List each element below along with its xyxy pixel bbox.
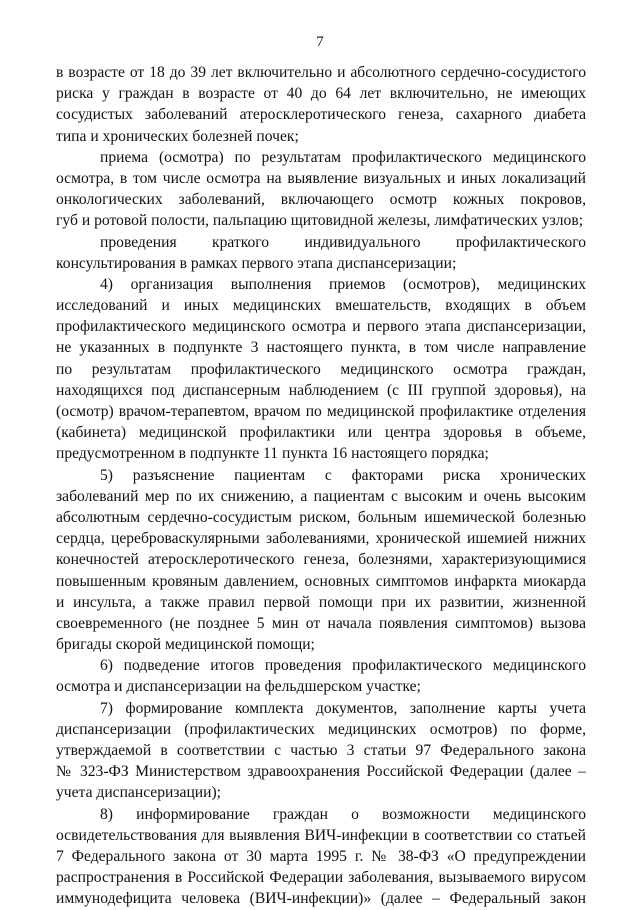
- text-line: исследований и иных медицинских вмешательств, входящих в объем: [56, 297, 586, 315]
- text-line: № 323-ФЗ Министерством здравоохранения Российской Федерации (далее –: [56, 763, 586, 781]
- text-line: предусмотренном в подпункте 11 пункта 16 настоящего порядка;: [56, 445, 489, 463]
- text-line: 7 Федерального закона от 30 марта 1995 г. № 38-ФЗ «О предупреждении: [56, 847, 586, 865]
- text-line: риска у граждан в возрасте от 40 до 64 лет включительно, не имеющих: [56, 85, 586, 103]
- text-line: 8) информирование граждан о возможности медицинского: [100, 805, 586, 823]
- text-line: конечностей атеросклеротического генеза, болезнями, характеризующимися: [56, 551, 586, 569]
- text-line: типа и хронических болезней почек;: [56, 127, 299, 145]
- text-line: по результатам профилактического медицинского осмотра граждан,: [56, 360, 586, 378]
- text-line: учета диспансеризации);: [56, 784, 222, 802]
- text-line: 7) формирование комплекта документов, заполнение карты учета: [100, 699, 586, 717]
- text-line: сердца, цереброваскулярными заболеваниями, хронической ишемией нижних: [56, 530, 586, 548]
- text-line: бригады скорой медицинской помощи;: [56, 636, 315, 654]
- text-line: 6) подведение итогов проведения профилактического медицинского: [100, 657, 586, 675]
- text-line: осмотра и диспансеризации на фельдшерском участке;: [56, 678, 421, 696]
- text-line: (осмотр) врачом-терапевтом, врачом по медицинской профилактике отделения: [56, 403, 586, 420]
- text-line: консультирования в рамках первого этапа диспансеризации;: [56, 254, 457, 272]
- text-line: губ и ротовой полости, пальпацию щитовидной железы, лимфатических узлов;: [56, 212, 584, 230]
- text-line: находящихся под диспансерным наблюдением (с III группой здоровья), на: [56, 381, 586, 399]
- text-line: освидетельствования для выявления ВИЧ-инфекции в соответствии со статьей: [56, 826, 586, 844]
- text-line: абсолютным сердечно-сосудистым риском, больным ишемической болезнью: [56, 508, 586, 526]
- text-line: в возрасте от 18 до 39 лет включительно и абсолютного сердечно-сосудистого: [56, 64, 586, 81]
- text-line: распространения в Российской Федерации заболевания, вызываемого вирусом: [56, 869, 586, 887]
- body-text: [56, 62, 586, 910]
- text-line: профилактического медицинского осмотра и первого этапа диспансеризации,: [56, 318, 586, 336]
- text-line: 5) разъяснение пациентам с факторами риска хронических: [100, 466, 586, 484]
- text-line: заболеваний мер по их снижению, а пациентам с высоким и очень высоким: [56, 487, 586, 505]
- text-line: приема (осмотра) по результатам профилактического медицинского: [100, 148, 586, 166]
- text-line: осмотра, в том числе осмотра на выявление визуальных и иных локализаций: [56, 169, 586, 187]
- text-line: диспансеризации (профилактических медицинских осмотров) по форме,: [56, 720, 586, 738]
- text-line: онкологических заболеваний, включающего осмотр кожных покровов,: [56, 191, 586, 209]
- text-line: 4) организация выполнения приемов (осмотров), медицинских: [100, 275, 586, 293]
- text-line: повышенным кровяным давлением, основных симптомов инфаркта миокарда: [56, 572, 586, 590]
- page-number: 7: [316, 34, 324, 50]
- text-line: своевременного (не позднее 5 мин от начала появления симптомов) вызова: [56, 614, 586, 632]
- text-line: иммунодефицита человека (ВИЧ-инфекции)» (далее – Федеральный закон: [56, 890, 586, 908]
- text-line: и инсульта, а также правил первой помощи при их развитии, жизненной: [56, 593, 586, 611]
- text-line: не указанных в подпункте 3 настоящего пункта, в том числе направление: [56, 339, 586, 357]
- text-line: утверждаемой в соответствии с частью 3 статьи 97 Федерального закона: [56, 742, 586, 759]
- text-line: проведения краткого индивидуального профилактического: [100, 233, 586, 251]
- text-line: (кабинета) медицинской профилактики или центра здоровья в объеме,: [56, 424, 586, 442]
- text-line: сосудистых заболеваний атеросклеротического генеза, сахарного диабета: [56, 106, 586, 124]
